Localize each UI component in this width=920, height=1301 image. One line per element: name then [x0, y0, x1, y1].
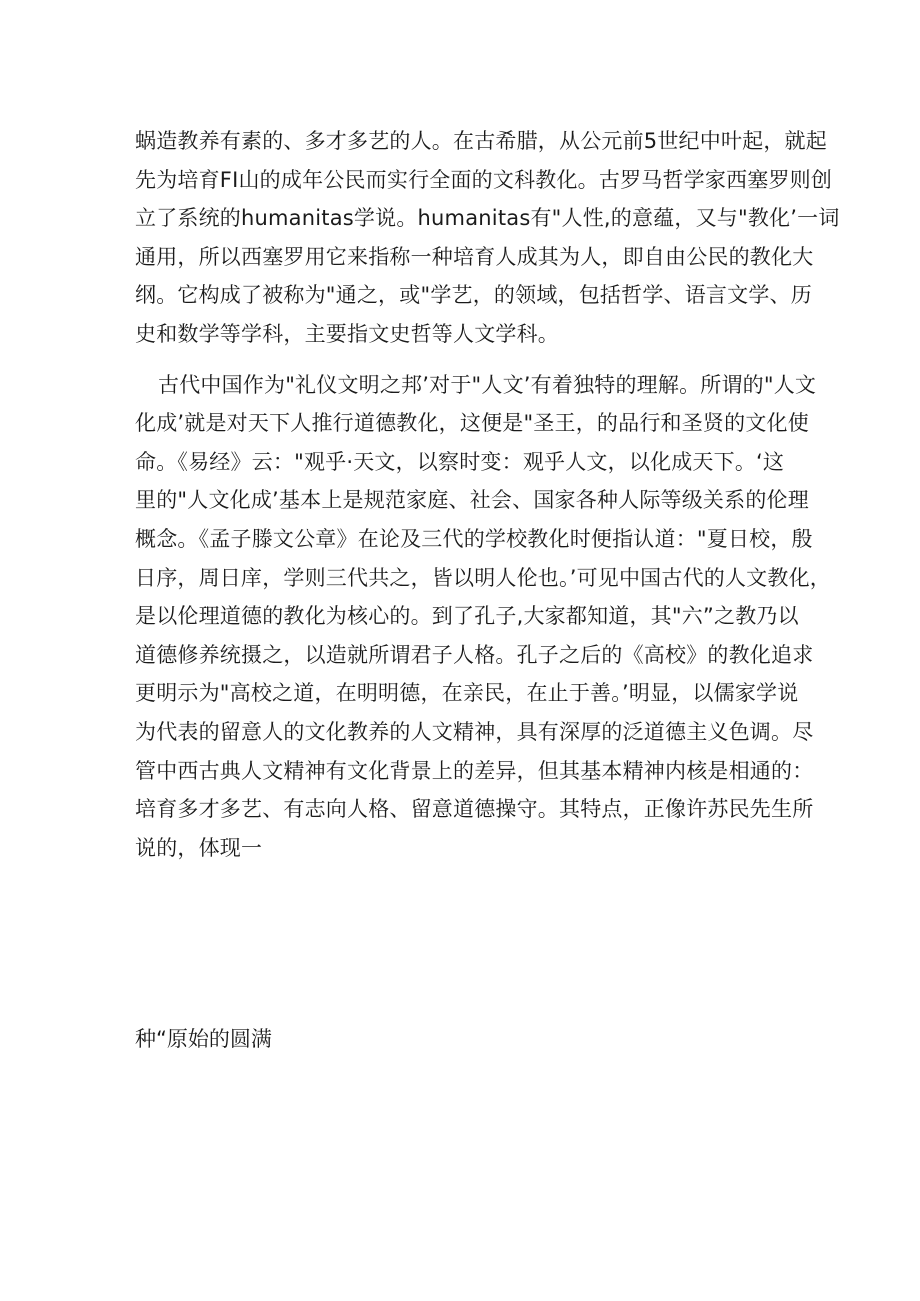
- paragraph-1-line-1: 蜗造教养有素的、多才多艺的人。在古希腊，从公元前5世纪中叶起，就起: [135, 129, 827, 153]
- paragraph-2-line-12: 培育多才多艺、有志向人格、留意道德操守。其特点，正像许苏民先生所: [135, 797, 814, 822]
- paragraph-2-line-9: 更明示为"高校之道，在明明德，在亲民，在止于善。’明显，以儒家学说: [135, 681, 799, 706]
- paragraph-2-line-1: 古代中国作为"礼仪文明之邦’对于"人文’有着独特的理解。所谓的"人文: [158, 372, 817, 397]
- paragraph-2-line-4: 里的"人文化成’基本上是规范家庭、社会、国家各种人际等级关系的伦理: [135, 488, 809, 513]
- trailing-line: 种“原始的圆满: [135, 1027, 272, 1051]
- paragraph-2-line-7: 是以伦理道德的教化为核心的。到了孔子,大家都知道，其"六”之教乃以: [135, 604, 799, 629]
- paragraph-1-line-6: 史和数学等学科，主要指文史哲等人文学科。: [135, 321, 559, 346]
- paragraph-2-line-8: 道德修养统摄之，以造就所谓君子人格。孔子之后的《高校》的教化追求: [135, 642, 814, 667]
- paragraph-2-line-13: 说的，体现一: [135, 835, 263, 860]
- paragraph-1-line-3: 立了系统的humanitas学说。humanitas有"人性,的意蕴，又与"教化’一词: [135, 206, 840, 231]
- document-body: [135, 122, 840, 867]
- paragraph-1-line-5: 纲。它构成了被称为"通之，或"学艺，的领域，包括哲学、语言文学、历: [135, 283, 812, 308]
- paragraph-2-line-5: 概念。《孟子滕文公章》在论及三代的学校教化时便指认道："夏日校，殷: [135, 526, 813, 551]
- paragraph-2-line-3: 命。《易经》云："观乎·天文，以察时变：观乎人文，以化成天下。‘这: [135, 449, 785, 474]
- paragraph-2-line-2: 化成’就是对天下人推行道德教化，这便是"圣王，的品行和圣贤的文化使: [135, 411, 809, 436]
- paragraph-2-line-10: 为代表的留意人的文化教养的人文精神，具有深厚的泛道德主义色调。尽: [135, 719, 814, 744]
- paragraph-1-line-4: 通用，所以西塞罗用它来指称一种培育人成其为人，即自由公民的教化大: [135, 244, 814, 269]
- paragraph-1-line-2: 先为培育FI山的成年公民而实行全面的文科教化。古罗马哲学家西塞罗则创: [135, 167, 833, 192]
- paragraph-2-line-11: 管中西古典人文精神有文化背景上的差异，但其基本精神内核是相通的：: [135, 758, 814, 783]
- paragraph-2-line-6: 日序，周日庠，学则三代共之，皆以明人伦也。’可见中国古代的人文教化，: [135, 565, 831, 590]
- paragraph-gap: [135, 354, 805, 366]
